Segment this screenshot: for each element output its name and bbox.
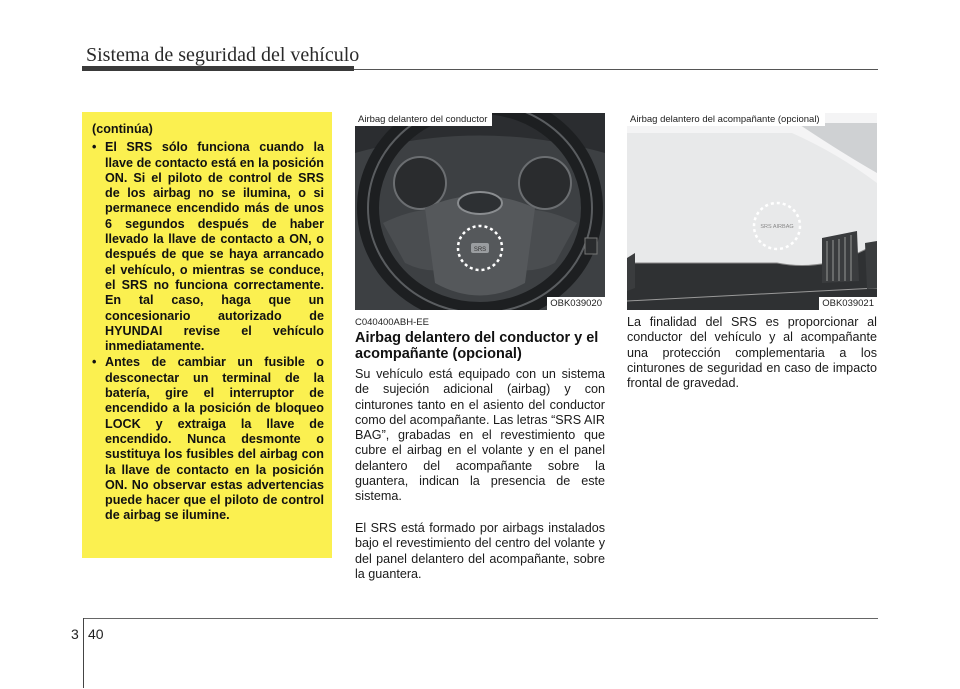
figure-code: OBK039021 [819,297,877,310]
steering-wheel-figure [355,113,605,310]
page-header-title: Sistema de seguridad del vehículo [86,44,360,66]
figure-caption: Airbag delantero del conductor [355,113,492,126]
srs-emblem-text: SRS [473,247,487,253]
dashboard-illustration [627,113,877,310]
footer-section-number: 3 [71,626,79,642]
warning-list [92,140,324,523]
footer-page-number: 40 [88,626,104,642]
steering-wheel-illustration [355,113,605,310]
footer-rule [83,618,878,619]
header-rule [82,66,354,71]
figure-caption: Airbag delantero del acompañante (opcional) [627,113,825,126]
warning-item: • El SRS sólo funciona cuando la llave de contacto está en la posición ON. Si el piloto de control de SRS de los airbag no se ilumina, o si permanece encendido más de unos 6 segundos después de haber llevado la llave de contacto a ON, o después de que se haya arrancado el vehículo, o mientras se conduce, el SRS no funciona correctamente. En tal caso, haga que un concesionario autorizado de HYUNDAI revise el vehículo inmediatamente. [92,140,324,354]
warning-box [82,112,332,558]
body-paragraph: El SRS está formado por airbags instalados bajo el revestimiento del centro del volante y del panel delantero del acompañante, sobre la guantera. [355,521,605,581]
srs-airbag-emblem-text: SRS AIRBAG [760,224,794,230]
body-paragraph: La finalidad del SRS es proporcionar al conductor del vehículo y al acompañante una protección complementaria a los cinturones de seguridad en caso de impacto frontal de gravedad. [627,315,877,391]
section-code: C040400ABH-EE [355,317,429,328]
figure-code: OBK039020 [547,297,605,310]
section-title: Airbag delantero del conductor y el acompañante (opcional) [355,330,599,362]
passenger-dash-figure [627,113,877,310]
footer-divider [83,618,84,688]
continued-label: (continúa) [92,122,153,136]
header-rule-thin [354,69,878,70]
warning-item: • Antes de cambiar un fusible o desconectar un terminal de la batería, gire el interruptor de encendido a la posición de bloqueo LOCK y extraiga la llave de encendido. Nunca desmonte o sustituya los fusibles del airbag con la llave de contacto en la posición ON. No observar estas advertencias puede hacer que el piloto de control de airbag se ilumine. [92,355,324,523]
body-paragraph: Su vehículo está equipado con un sistema de sujeción adicional (airbag) y con cinturones tanto en el asiento del conductor como del acompañante. Las letras “SRS AIR BAG”, grabadas en el revestimiento que cubre el airbag en el volante y en el panel delantero del acompañante sobre la guantera, indican la presencia de este sistema. [355,367,605,504]
